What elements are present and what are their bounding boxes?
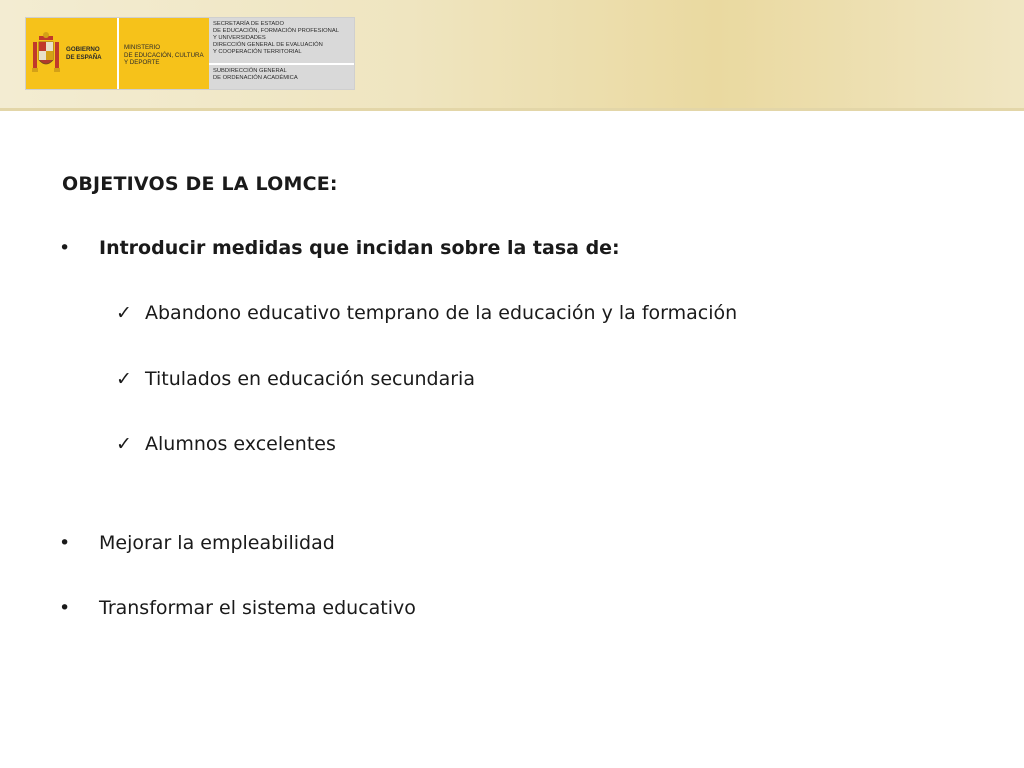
bullet-text-1: Introducir medidas que incidan sobre la tasa de: <box>99 237 620 259</box>
secretaria-label-3: Y UNIVERSIDADES <box>213 35 266 41</box>
government-logo <box>26 18 117 89</box>
header-band <box>0 0 1024 111</box>
ministry-logo <box>25 17 355 90</box>
subdireccion-label-2: DE ORDENACIÓN ACADÉMICA <box>213 75 298 81</box>
bullet-text-3: Transformar el sistema educativo <box>99 597 416 619</box>
secretaria-label-1: SECRETARÍA DE ESTADO <box>213 21 284 27</box>
ministry-label-2: DE EDUCACIÓN, CULTURA <box>124 51 204 59</box>
slide-title: OBJETIVOS DE LA LOMCE: <box>62 173 338 195</box>
ministry-label-block <box>117 18 209 89</box>
bullet-text-2: Mejorar la empleabilidad <box>99 532 335 554</box>
bullet-icon: • <box>59 597 71 619</box>
secretaria-box <box>209 18 354 65</box>
direccion-label-1: DIRECCIÓN GENERAL DE EVALUACIÓN <box>213 42 323 48</box>
subdireccion-label-1: SUBDIRECCIÓN GENERAL <box>213 68 287 74</box>
subdireccion-box <box>209 65 354 89</box>
check-text-3: Alumnos excelentes <box>145 433 336 455</box>
checkmark-icon: ✓ <box>116 368 132 390</box>
check-text-2: Titulados en educación secundaria <box>145 368 475 390</box>
bullet-icon: • <box>59 532 71 554</box>
bullet-icon: • <box>59 237 71 259</box>
check-text-1: Abandono educativo temprano de la educación y la formación <box>145 302 738 324</box>
checkmark-icon: ✓ <box>116 433 132 455</box>
coat-of-arms-icon <box>32 30 60 78</box>
ministry-label-1: MINISTERIO <box>124 44 161 51</box>
checkmark-icon: ✓ <box>116 302 132 324</box>
secretaria-label-2: DE EDUCACIÓN, FORMACIÓN PROFESIONAL <box>213 28 339 34</box>
department-labels <box>209 18 354 89</box>
direccion-label-2: Y COOPERACIÓN TERRITORIAL <box>213 49 302 55</box>
gov-label-1: GOBIERNO <box>66 46 100 53</box>
ministry-label-3: Y DEPORTE <box>124 59 160 66</box>
gov-label-2: DE ESPAÑA <box>66 53 102 61</box>
